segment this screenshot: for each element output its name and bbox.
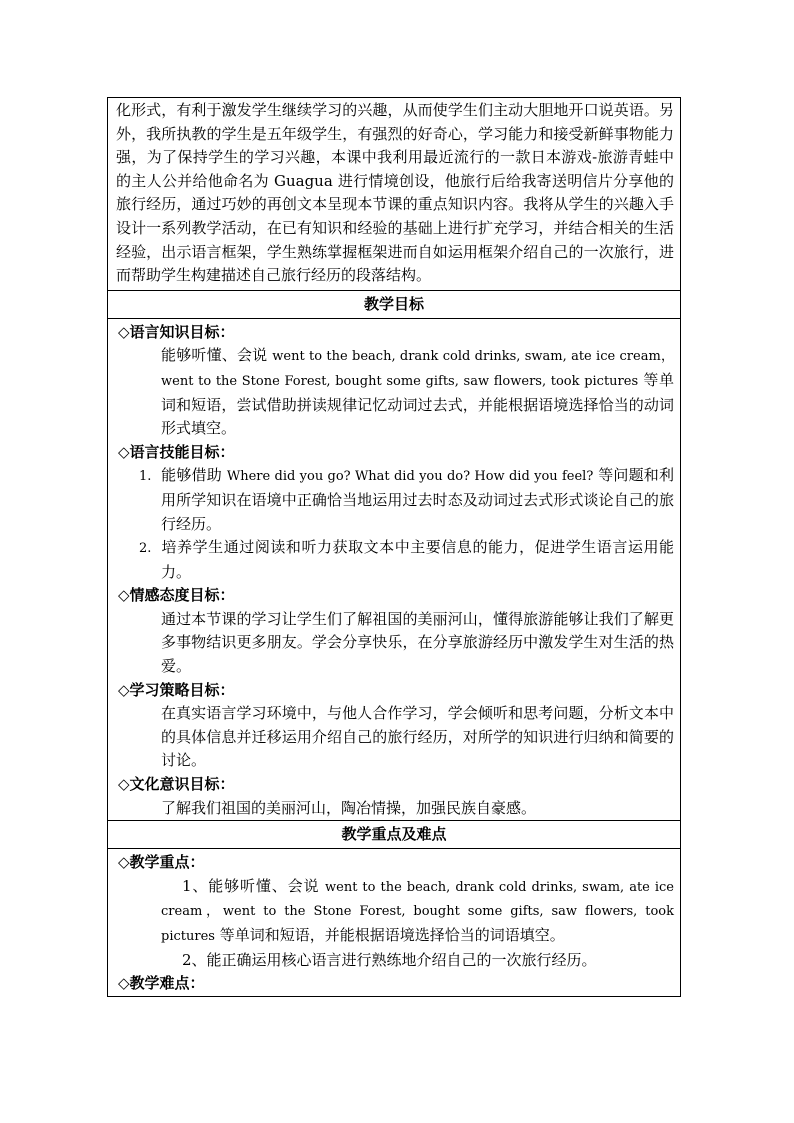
objectives-heading: 教学目标 <box>108 290 681 318</box>
skills-item-1: 1. 能够借助 Where did you go? What did you do? How did you feel? 等问题和利用所学知识在语境中正确恰当地运用过去时态及动词过去式形式谈论自己的旅行经历。 <box>139 466 674 533</box>
attitude-title: ◇情感态度目标： <box>118 586 235 605</box>
focus-title: ◇教学重点： <box>118 853 205 872</box>
diamond-bullet-icon: ◇ <box>118 775 130 794</box>
intro-cell <box>108 98 681 291</box>
strategy-text: 在真实语言学习环境中，与他人合作学习，学会倾听和思考问题，分析文本中的具体信息并迁移运用介绍自己的旅行经历，对所学的知识进行归纳和简要的讨论。 <box>161 704 674 770</box>
skills-item-2: 2. 培养学生通过阅读和听力获取文本中主要信息的能力，促进学生语言运用能力。 <box>139 538 674 581</box>
diamond-bullet-icon: ◇ <box>118 322 130 341</box>
objectives-body-row <box>108 318 681 820</box>
focus-item-2: 2、能正确运用核心语言进行熟练地介绍自己的一次旅行经历。 <box>182 950 597 969</box>
objectives-heading-row <box>108 290 681 318</box>
diamond-bullet-icon: ◇ <box>118 974 130 993</box>
focus-item-1: 1、能够听懂、会说 went to the beach, drank cold drinks, swam, ate ice cream，went to the Stone Forest, bought some gifts, saw flowers, took pictures 等单词和短语，并能根据语境选择恰当的词语填空。 <box>161 876 674 944</box>
intro-row <box>108 98 681 291</box>
keypoints-body <box>108 849 681 997</box>
lesson-plan-table <box>107 97 681 997</box>
objectives-body <box>108 318 681 820</box>
knowledge-title: ◇语言知识目标： <box>118 322 235 341</box>
strategy-title: ◇学习策略目标： <box>118 680 235 699</box>
keypoints-body-row <box>108 849 681 997</box>
intro-paragraph: 化形式，有利于激发学生继续学习的兴趣，从而使学生们主动大胆地开口说英语。另外，我所执教的学生是五年级学生，有强烈的好奇心，学习能力和接受新鲜事物能力强，为了保持学生的学习兴趣，本课中我利用最近流行的一款日本游戏-旅游青蛙中的主人公并给他命名为 Guagua 进行情境创设，他旅行后给我寄送明信片分享他的旅行经历，通过巧妙的再创文本呈现本节课的重点知识内容。我将从学生的兴趣入手设计一系列教学活动，在已有知识和经验的基础上进行扩充学习，并结合相关的生活经验，出示语言框架，学生熟练掌握框架进而自如运用框架介绍自己的一次旅行，进而帮助学生构建描述自己旅行经历的段落结构。 <box>116 101 674 285</box>
diamond-bullet-icon: ◇ <box>118 680 130 699</box>
diamond-bullet-icon: ◇ <box>118 586 130 605</box>
culture-text: 了解我们祖国的美丽河山，陶冶情操，加强民族自豪感。 <box>161 798 537 817</box>
diamond-bullet-icon: ◇ <box>118 853 130 872</box>
skills-title: ◇语言技能目标： <box>118 442 235 461</box>
attitude-text: 通过本节课的学习让学生们了解祖国的美丽河山，懂得旅游能够让我们了解更多事物结识更多朋友。学会分享快乐，在分享旅游经历中激发学生对生活的热爱。 <box>161 609 674 676</box>
culture-title: ◇文化意识目标： <box>118 775 235 794</box>
knowledge-text: 能够听懂、会说 went to the beach, drank cold drinks, swam, ate ice cream，went to the Stone Forest, bought some gifts, saw flowers, took pictures 等单词和短语，尝试借助拼读规律记忆动词过去式，并能根据语境选择恰当的动词形式填空。 <box>161 346 674 438</box>
keypoints-heading: 教学重点及难点 <box>108 821 681 849</box>
diamond-bullet-icon: ◇ <box>118 442 130 461</box>
keypoints-heading-row <box>108 821 681 849</box>
difficulty-title: ◇教学难点： <box>118 974 205 993</box>
